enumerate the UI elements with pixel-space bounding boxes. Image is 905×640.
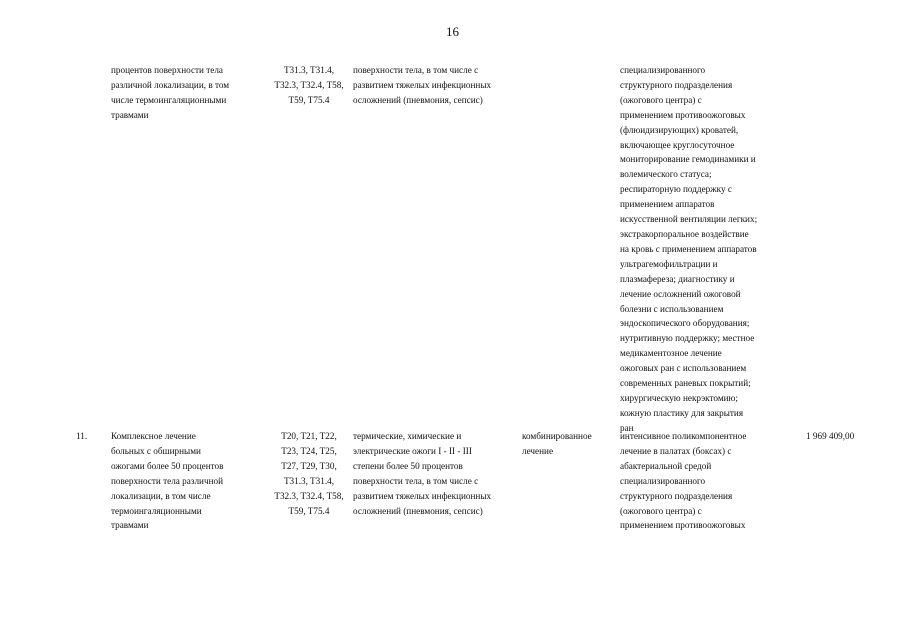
text-line: локализации, в том числе (111, 490, 211, 501)
text-line: травмами (111, 109, 149, 120)
text-line: T31.3, T31.4, (283, 65, 335, 75)
icd-codes (258, 63, 360, 108)
treatment-method (620, 429, 795, 533)
text-line: лечение в палатах (боксах) с (620, 445, 732, 456)
text-line: нутритивную поддержку; местное (620, 333, 755, 344)
text-line: хирургическую некрэктомию; (620, 392, 738, 403)
text-line: термоингаляционными (111, 505, 202, 516)
text-line: структурного подразделения (620, 79, 733, 90)
text-line: применением противоожоговых (620, 520, 746, 531)
text-line: ожогами более 50 процентов (111, 460, 224, 471)
text-line: искусственной вентиляции легких; (620, 214, 758, 225)
treatment-name (111, 63, 261, 123)
text-line: специализированного (620, 475, 706, 486)
text-line: респираторную поддержку с (620, 184, 732, 195)
treatment-name (111, 429, 261, 533)
text-line: T23, T24, T25, (281, 445, 337, 456)
text-line: больных с обширными (111, 445, 201, 456)
text-line: травмами (111, 520, 149, 531)
text-line: на кровь с применением аппаратов (620, 243, 757, 254)
text-line: осложнений (пневмония, сепсис) (353, 94, 483, 105)
text-line: T20, T21, T22, (281, 431, 337, 441)
text-line: волемического статуса; (620, 169, 712, 180)
text-line: термические, химические и (353, 431, 462, 441)
text-line: степени более 50 процентов (353, 460, 463, 471)
treatment-method (620, 63, 795, 436)
price: 1 969 409,00 (806, 431, 855, 441)
treatment-type (522, 429, 614, 459)
text-line: кожную пластику для закрытия (620, 407, 744, 418)
text-line: осложнений (пневмония, сепсис) (353, 505, 483, 516)
text-line: числе термоингаляционными (111, 94, 227, 105)
text-line: экстракорпоральное воздействие (620, 228, 749, 239)
text-line: ультрагемофильтрации и (620, 258, 718, 269)
text-line: T31.3, T31.4, (283, 475, 335, 486)
text-line: мониторирование гемодинамики и (620, 154, 756, 165)
text-line: специализированного (620, 65, 706, 75)
patient-model (353, 63, 518, 108)
text-line: ожоговых ран с использованием (620, 363, 747, 374)
patient-model (353, 429, 518, 518)
text-line: включающее круглосуточное (620, 139, 735, 150)
text-line: T27, T29, T30, (281, 460, 337, 471)
page-number: 16 (446, 24, 459, 39)
text-line: T59, T75.4 (288, 505, 330, 516)
text-line: развитием тяжелых инфекционных (353, 79, 492, 90)
text-line: T32.3, T32.4, T58, (274, 79, 344, 90)
icd-codes (258, 429, 360, 518)
text-line: (ожогового центра) с (620, 505, 702, 516)
text-line: поверхности тела, в том числе с (353, 475, 479, 486)
text-line: поверхности тела различной (111, 475, 224, 486)
text-line: T59, T75.4 (288, 94, 330, 105)
text-line: современных раневых покрытий; (620, 378, 751, 389)
text-line: применением противоожоговых (620, 109, 746, 120)
text-line: (флюидизирующих) кроватей, (620, 124, 739, 135)
text-line: плазмафереза; диагностику и (620, 273, 735, 284)
text-line: различной локализации, в том (111, 79, 230, 90)
text-line: структурного подразделения (620, 490, 733, 501)
text-line: поверхности тела, в том числе с (353, 65, 479, 75)
text-line: T32.3, T32.4, T58, (274, 490, 344, 501)
text-line: медикаментозное лечение (620, 348, 722, 359)
text-line: лечение (522, 445, 554, 456)
text-line: (ожогового центра) с (620, 94, 702, 105)
text-line: эндоскопического оборудования; (620, 318, 750, 329)
text-line: комбинированное (522, 431, 592, 441)
text-line: болезни с использованием (620, 303, 724, 314)
text-line: электрические ожоги I - II - III (353, 445, 472, 456)
text-line: интенсивное поликомпонентное (620, 431, 747, 441)
row-number: 11. (76, 431, 88, 441)
text-line: применением аппаратов (620, 199, 715, 210)
text-line: абактериальной средой (620, 460, 712, 471)
text-line: процентов поверхности тела (111, 65, 223, 75)
text-line: ран (620, 422, 634, 433)
text-line: лечение осложнений ожоговой (620, 288, 741, 299)
text-line: Комплексное лечение (111, 431, 196, 441)
text-line: развитием тяжелых инфекционных (353, 490, 492, 501)
